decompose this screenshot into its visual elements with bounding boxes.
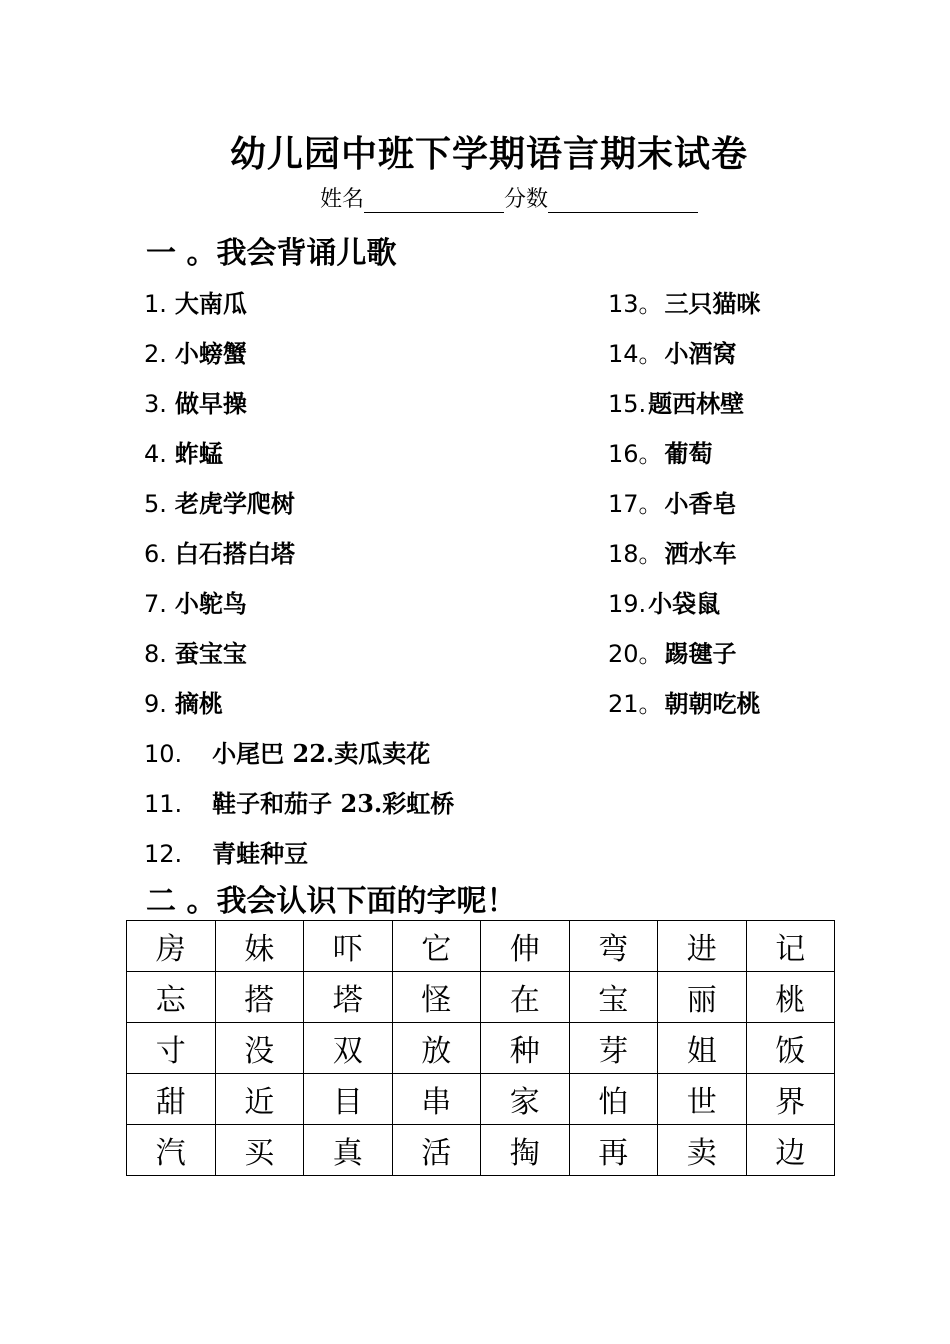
character-cell: 界: [746, 1074, 835, 1125]
recite-item: [608, 284, 761, 319]
recite-item-title: 蚕宝宝: [174, 639, 247, 668]
recite-item-number: 11.: [144, 790, 183, 818]
recite-item: [608, 334, 737, 369]
character-cell: 双: [304, 1023, 393, 1074]
character-cell: 卖: [658, 1125, 747, 1176]
table-row: [127, 972, 835, 1023]
recite-item-number: 19.: [608, 590, 647, 618]
character-cell: 吓: [304, 921, 393, 972]
recite-item-title: 蚱蜢: [174, 439, 223, 468]
recite-item-number: 5.: [144, 490, 167, 518]
character-cell: 进: [658, 921, 747, 972]
character-cell: 目: [304, 1074, 393, 1125]
character-cell: 丽: [658, 972, 747, 1023]
recite-item-number: 4.: [144, 440, 167, 468]
recite-item-title: 小尾巴 22.卖瓜卖花: [212, 739, 431, 768]
recite-item-number: 2.: [144, 340, 167, 368]
recite-item: [608, 434, 713, 469]
character-cell: 放: [392, 1023, 481, 1074]
recite-item-number: 20。: [608, 640, 663, 668]
character-cell: 记: [746, 921, 835, 972]
recite-item: [144, 634, 247, 669]
recite-item-number: 13。: [608, 290, 663, 318]
character-cell: 种: [481, 1023, 570, 1074]
recite-item-number: 7.: [144, 590, 167, 618]
recite-item-title: 踢毽子: [664, 639, 737, 668]
character-cell: 掏: [481, 1125, 570, 1176]
table-row: [127, 1074, 835, 1125]
character-cell: 姐: [658, 1023, 747, 1074]
character-cell: 它: [392, 921, 481, 972]
character-cell: 甜: [127, 1074, 216, 1125]
table-row: [127, 1023, 835, 1074]
recite-item-number: 17。: [608, 490, 663, 518]
recite-item-number: 6.: [144, 540, 167, 568]
recite-item: [144, 284, 247, 319]
character-cell: 世: [658, 1074, 747, 1125]
recite-item: [144, 834, 308, 869]
character-cell: 家: [481, 1074, 570, 1125]
recite-item-title: 大南瓜: [174, 289, 247, 318]
recite-item-number: 3.: [144, 390, 167, 418]
recite-item-number: 12.: [144, 840, 183, 868]
character-cell: 串: [392, 1074, 481, 1125]
recite-item: [144, 584, 247, 619]
character-cell: 活: [392, 1125, 481, 1176]
recite-item-number: 18。: [608, 540, 663, 568]
character-cell: 真: [304, 1125, 393, 1176]
recite-item: [144, 784, 454, 819]
recite-item-title: 做早操: [174, 389, 247, 418]
recite-item-number: 16。: [608, 440, 663, 468]
name-blank: [364, 188, 504, 213]
recite-item-title: 老虎学爬树: [174, 489, 295, 518]
character-cell: 在: [481, 972, 570, 1023]
recite-item-number: 8.: [144, 640, 167, 668]
name-score-line: [320, 182, 698, 213]
recite-item: [608, 534, 737, 569]
table-row: [127, 921, 835, 972]
recite-item: [144, 384, 247, 419]
recite-item-title: 青蛙种豆: [212, 839, 309, 868]
recite-item: [144, 734, 430, 769]
recite-item: [144, 484, 295, 519]
character-cell: 忘: [127, 972, 216, 1023]
character-cell: 汽: [127, 1125, 216, 1176]
recite-item-title: 洒水车: [664, 539, 737, 568]
character-cell: 房: [127, 921, 216, 972]
character-cell: 怕: [569, 1074, 658, 1125]
recite-item-number: 14。: [608, 340, 663, 368]
recite-item-title: 小酒窝: [664, 339, 737, 368]
section1-heading: 一 。我会背诵儿歌: [146, 236, 397, 271]
recite-item: [608, 484, 737, 519]
character-cell: 怪: [392, 972, 481, 1023]
character-cell: 寸: [127, 1023, 216, 1074]
recite-item: [608, 584, 720, 619]
recite-item: [608, 384, 744, 419]
recite-item-title: 葡萄: [664, 439, 713, 468]
name-label: 姓名: [320, 187, 365, 212]
recite-item-title: 摘桃: [174, 689, 223, 718]
table-row: [127, 1125, 835, 1176]
recite-item-title: 题西林壁: [648, 389, 745, 418]
character-cell: 没: [215, 1023, 304, 1074]
recite-item-number: 10.: [144, 740, 183, 768]
recite-item: [144, 434, 223, 469]
recite-item: [144, 534, 295, 569]
character-cell: 买: [215, 1125, 304, 1176]
recite-item: [608, 634, 737, 669]
recite-item-title: 朝朝吃桃: [664, 689, 761, 718]
section2-heading: 二 。我会认识下面的字呢！: [146, 884, 517, 919]
character-cell: 伸: [481, 921, 570, 972]
recite-item: [144, 684, 223, 719]
character-cell: 芽: [569, 1023, 658, 1074]
recite-item-number: 15.: [608, 390, 647, 418]
recite-item-title: 小螃蟹: [174, 339, 247, 368]
recite-item-title: 三只猫咪: [664, 289, 761, 318]
recite-item: [608, 684, 761, 719]
character-cell: 再: [569, 1125, 658, 1176]
character-cell: 宝: [569, 972, 658, 1023]
character-cell: 桃: [746, 972, 835, 1023]
character-cell: 妹: [215, 921, 304, 972]
recite-item-number: 21。: [608, 690, 663, 718]
recite-item-number: 9.: [144, 690, 167, 718]
score-label: 分数: [504, 187, 549, 212]
character-cell: 饭: [746, 1023, 835, 1074]
character-cell: 近: [215, 1074, 304, 1125]
recite-item: [144, 334, 247, 369]
recite-item-title: 白石搭白塔: [174, 539, 295, 568]
page-title: 幼儿园中班下学期语言期末试卷: [230, 133, 749, 175]
character-cell: 弯: [569, 921, 658, 972]
recite-item-title: 小香皂: [664, 489, 737, 518]
character-table: [126, 920, 835, 1176]
character-cell: 边: [746, 1125, 835, 1176]
character-cell: 塔: [304, 972, 393, 1023]
recite-item-title: 鞋子和茄子 23.彩虹桥: [212, 789, 455, 818]
recite-item-number: 1.: [144, 290, 167, 318]
score-blank: [548, 188, 698, 213]
character-cell: 搭: [215, 972, 304, 1023]
recite-item-title: 小鸵鸟: [174, 589, 247, 618]
recite-item-title: 小袋鼠: [648, 589, 721, 618]
